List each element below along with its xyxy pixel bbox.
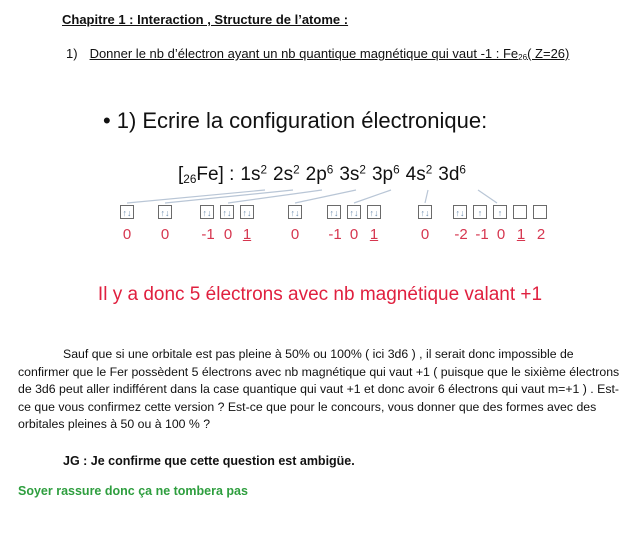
orbital-exponent: 2: [260, 163, 268, 177]
orbital-box-3d: ↑↓: [453, 205, 467, 219]
ml-value: 0: [420, 226, 430, 243]
ml-value-plus-one: 1: [516, 226, 526, 243]
orbital-box-3p: ↑↓: [367, 205, 381, 219]
ml-value: 0: [496, 226, 506, 243]
orbital-label: 1s: [240, 164, 261, 185]
config-bracket: [: [178, 164, 184, 185]
config-z: 26: [183, 172, 197, 186]
ml-value-plus-one: 1: [369, 226, 379, 243]
reassure-note: Soyer rassure donc ça ne tombera pas: [18, 484, 248, 498]
orbital-label: 3p: [371, 164, 394, 185]
orbital-box-1s: ↑↓: [120, 205, 134, 219]
ml-value: 2: [536, 226, 546, 243]
ml-value: 0: [223, 226, 233, 243]
ml-value: 0: [160, 226, 170, 243]
orbital-label: 3s: [339, 164, 360, 185]
orbital-box-3d: [513, 205, 527, 219]
orbital-box-2p: ↑↓: [240, 205, 254, 219]
chapter-title: Chapitre 1 : Interaction , Structure de l’atome :: [62, 12, 349, 27]
ml-value: 0: [290, 226, 300, 243]
orbital-box-3p: ↑↓: [347, 205, 361, 219]
ml-value-plus-one: 1: [242, 226, 252, 243]
question-number: 1): [66, 46, 78, 61]
orbital-box-3d: [533, 205, 547, 219]
question-body: Donner le nb d’électron ayant un nb quantique magnétique qui vaut -1 :: [89, 46, 503, 61]
orbital-box-2s: ↑↓: [158, 205, 172, 219]
slide-heading-text: 1) Ecrire la configuration électronique:: [116, 108, 488, 133]
orbital-exponent: 2: [425, 163, 433, 177]
arrow-3p: [354, 190, 391, 203]
orbital-box-2p: ↑↓: [200, 205, 214, 219]
ml-value: -1: [328, 226, 342, 243]
orbital-box-3s: ↑↓: [288, 205, 302, 219]
ml-value: -1: [475, 226, 489, 243]
ml-value: 0: [349, 226, 359, 243]
orbital-label: 4s: [405, 164, 426, 185]
orbital-box-3d: ↑: [473, 205, 487, 219]
orbital-label: 2p: [305, 164, 327, 185]
element-subscript: 26: [518, 53, 528, 62]
orbital-box-2p: ↑↓: [220, 205, 234, 219]
orbital-exponent: 6: [393, 163, 400, 177]
arrow-4s: [425, 190, 428, 203]
config-symbol: Fe]: [196, 164, 224, 185]
orbital-exponent: 2: [359, 163, 366, 177]
ml-value: -2: [454, 226, 468, 243]
orbital-exponent: 6: [326, 163, 334, 177]
orbital-label: 3d: [438, 164, 460, 185]
orbital-box-3p: ↑↓: [327, 205, 341, 219]
config-colon: :: [223, 164, 235, 185]
slide-conclusion: Il y a donc 5 électrons avec nb magnétique valant +1: [97, 284, 543, 305]
bullet-icon: •: [103, 108, 111, 133]
orbital-box-3d: ↑: [493, 205, 507, 219]
question-paragraph: Sauf que si une orbitale est pas pleine à 50% ou 100% ( ici 3d6 ) , il serait donc impossible de confirmer que le Fer possèdent 5 électrons avec nb magnétique qui vaut +1 ( puisque que le sixième électrons de 3d6 peut aller indifférent dans la case quantique qui vaut +1 et donc avoir 6 électrons qui vaut m=+1 ) . Est-ce que vous confirmez cette version ? Est-ce que pour le concours, vous donner que des formes avec des orbitales pleines à 50 ou à 100 % ?: [18, 347, 620, 432]
orbital-label: 2s: [273, 164, 294, 185]
orbital-exponent: 6: [459, 163, 466, 177]
arrow-3d: [478, 190, 497, 203]
jg-reply: JG : Je confirme que cette question est ambigüe.: [63, 454, 355, 468]
orbital-exponent: 2: [293, 163, 300, 177]
ml-value: -1: [201, 226, 215, 243]
element-symbol: Fe: [502, 46, 519, 61]
orbital-box-4s: ↑↓: [418, 205, 432, 219]
element-z: ( Z=26): [527, 46, 570, 61]
ml-value: 0: [122, 226, 132, 243]
